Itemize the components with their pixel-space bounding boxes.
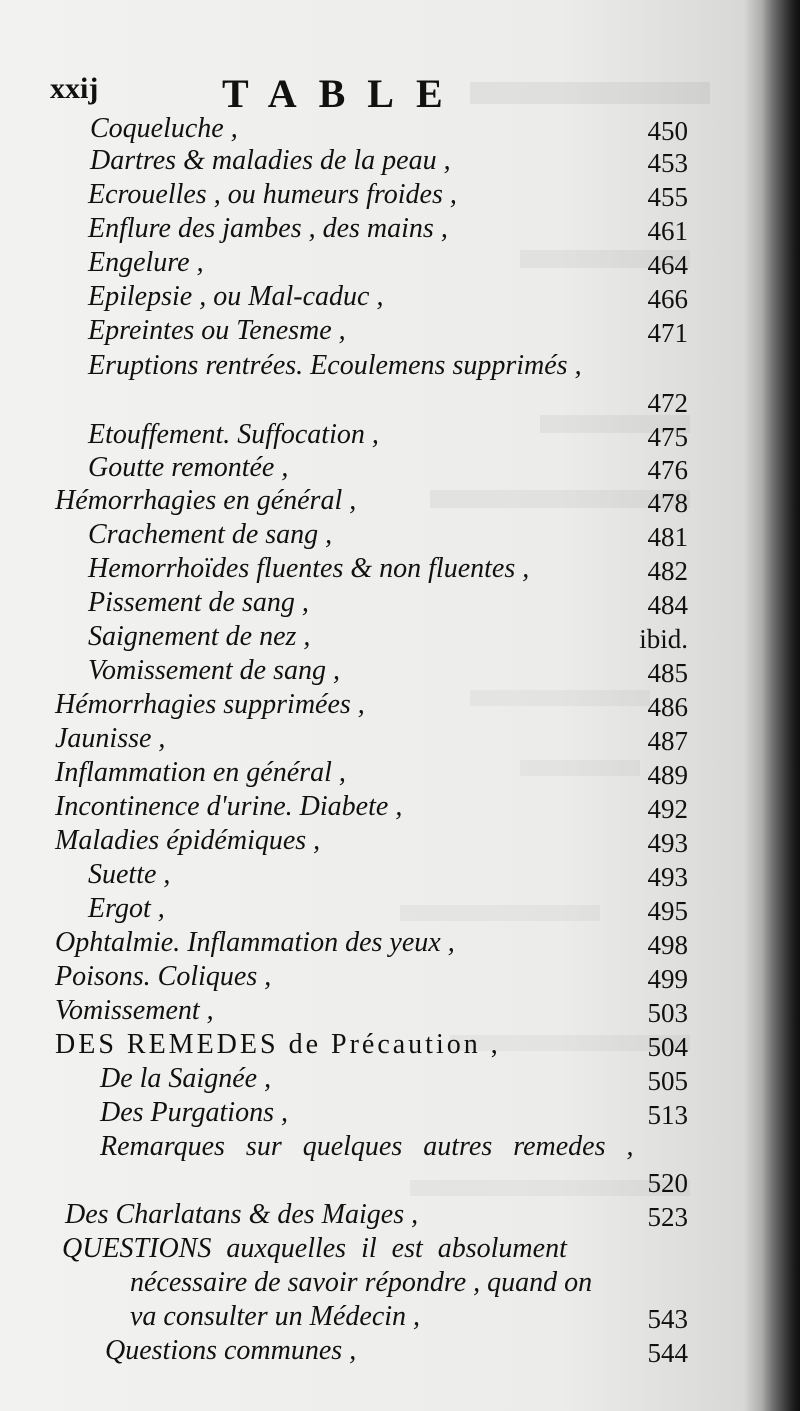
toc-entry-label: Dartres & maladies de la peau , xyxy=(90,145,451,176)
running-title: TABLE xyxy=(222,71,465,116)
toc-entry-label: nécessaire de savoir répondre , quand on xyxy=(130,1267,593,1298)
toc-entry-label: Saignement de nez , xyxy=(88,621,311,652)
toc-entry-label: Des Purgations , xyxy=(100,1097,288,1128)
toc-entry-label: Questions communes , xyxy=(105,1335,357,1366)
toc-entry-label: Epilepsie , ou Mal-caduc , xyxy=(88,281,384,312)
toc-entry-page: 453 xyxy=(647,148,688,178)
toc-entry-page: 455 xyxy=(647,182,688,212)
toc-entry-label: Remarques sur quelques autres remedes , xyxy=(100,1131,634,1162)
toc-entry-page: 487 xyxy=(647,726,688,756)
toc-entry-page: 472 xyxy=(647,388,688,418)
toc-entry-page: 492 xyxy=(647,794,688,824)
toc-entry-label: QUESTIONS auxquelles il est absolument xyxy=(62,1233,567,1264)
toc-entry-page: 520 xyxy=(647,1168,688,1198)
toc-entry-page: 461 xyxy=(647,216,688,246)
toc-entry-label: De la Saignée , xyxy=(100,1063,272,1094)
toc-entry-page: 466 xyxy=(647,284,688,314)
toc-entry-page: 485 xyxy=(647,658,688,688)
toc-entry-label: Vomissement , xyxy=(55,995,214,1026)
toc-entry-page: 481 xyxy=(647,522,688,552)
toc-entry-label: Inflammation en général , xyxy=(55,757,346,788)
toc-entry-page: 450 xyxy=(647,116,688,146)
toc-entry-label: Suette , xyxy=(88,859,171,890)
toc-entry-page: 513 xyxy=(647,1100,688,1130)
toc-entry-page: 543 xyxy=(647,1304,688,1334)
toc-entry-page: 482 xyxy=(647,556,688,586)
toc-entry-label: Vomissement de sang , xyxy=(88,655,340,686)
toc-entry-label: Epreintes ou Tenesme , xyxy=(88,315,346,346)
toc-entry-label: va consulter un Médecin , xyxy=(130,1301,421,1332)
toc-entry-page: ibid. xyxy=(639,624,688,654)
toc-entry-page: 489 xyxy=(647,760,688,790)
toc-entry-label: Des Charlatans & des Maiges , xyxy=(65,1199,419,1230)
toc-entry-page: 478 xyxy=(647,488,688,518)
page-number: xxij xyxy=(50,72,99,105)
toc-entry-label: Eruptions rentrées. Ecoulemens supprimés , xyxy=(88,350,582,381)
toc-entry-label: DES REMEDES de Précaution , xyxy=(55,1029,501,1060)
toc-entry-label: Jaunisse , xyxy=(55,723,166,754)
toc-entry-page: 475 xyxy=(647,422,688,452)
toc-entry-page: 499 xyxy=(647,964,688,994)
toc-entry-page: 495 xyxy=(647,896,688,926)
toc-entry-label: Hémorrhagies supprimées , xyxy=(55,689,365,720)
toc-entry-page: 464 xyxy=(647,250,688,280)
toc-entry-page: 523 xyxy=(647,1202,688,1232)
toc-entry-page: 498 xyxy=(647,930,688,960)
toc-entry-label: Pissement de sang , xyxy=(88,587,309,618)
toc-entry-label: Poisons. Coliques , xyxy=(55,961,272,992)
toc-entry-label: Ergot , xyxy=(88,893,165,924)
toc-entry-page: 484 xyxy=(647,590,688,620)
toc-entry-label: Incontinence d'urine. Diabete , xyxy=(55,791,403,822)
toc-entry-label: Goutte remontée , xyxy=(88,452,289,483)
toc-entry-page: 544 xyxy=(647,1338,688,1368)
toc-entry-label: Ophtalmie. Inflammation des yeux , xyxy=(55,927,455,958)
toc-entry-label: Hémorrhagies en général , xyxy=(55,485,357,516)
toc-entry-page: 503 xyxy=(647,998,688,1028)
toc-entry-page: 493 xyxy=(647,862,688,892)
toc-entry-label: Crachement de sang , xyxy=(88,519,333,550)
toc-entry-label: Engelure , xyxy=(88,247,204,278)
toc-entry-page: 476 xyxy=(647,455,688,485)
toc-entry-page: 505 xyxy=(647,1066,688,1096)
toc-entry-page: 493 xyxy=(647,828,688,858)
toc-entry-label: Etouffement. Suffocation , xyxy=(88,419,379,450)
toc-entry-page: 504 xyxy=(647,1032,688,1062)
toc-entry-page: 471 xyxy=(647,318,688,348)
toc-entry-label: Hemorrhoïdes fluentes & non fluentes , xyxy=(88,553,530,584)
toc-entry-label: Maladies épidémiques , xyxy=(55,825,321,856)
toc-entry-label: Ecrouelles , ou humeurs froides , xyxy=(88,179,457,210)
toc-entry-label: Enflure des jambes , des mains , xyxy=(88,213,448,244)
toc-entry-label: Coqueluche , xyxy=(90,113,238,144)
toc-entry-page: 486 xyxy=(647,692,688,722)
